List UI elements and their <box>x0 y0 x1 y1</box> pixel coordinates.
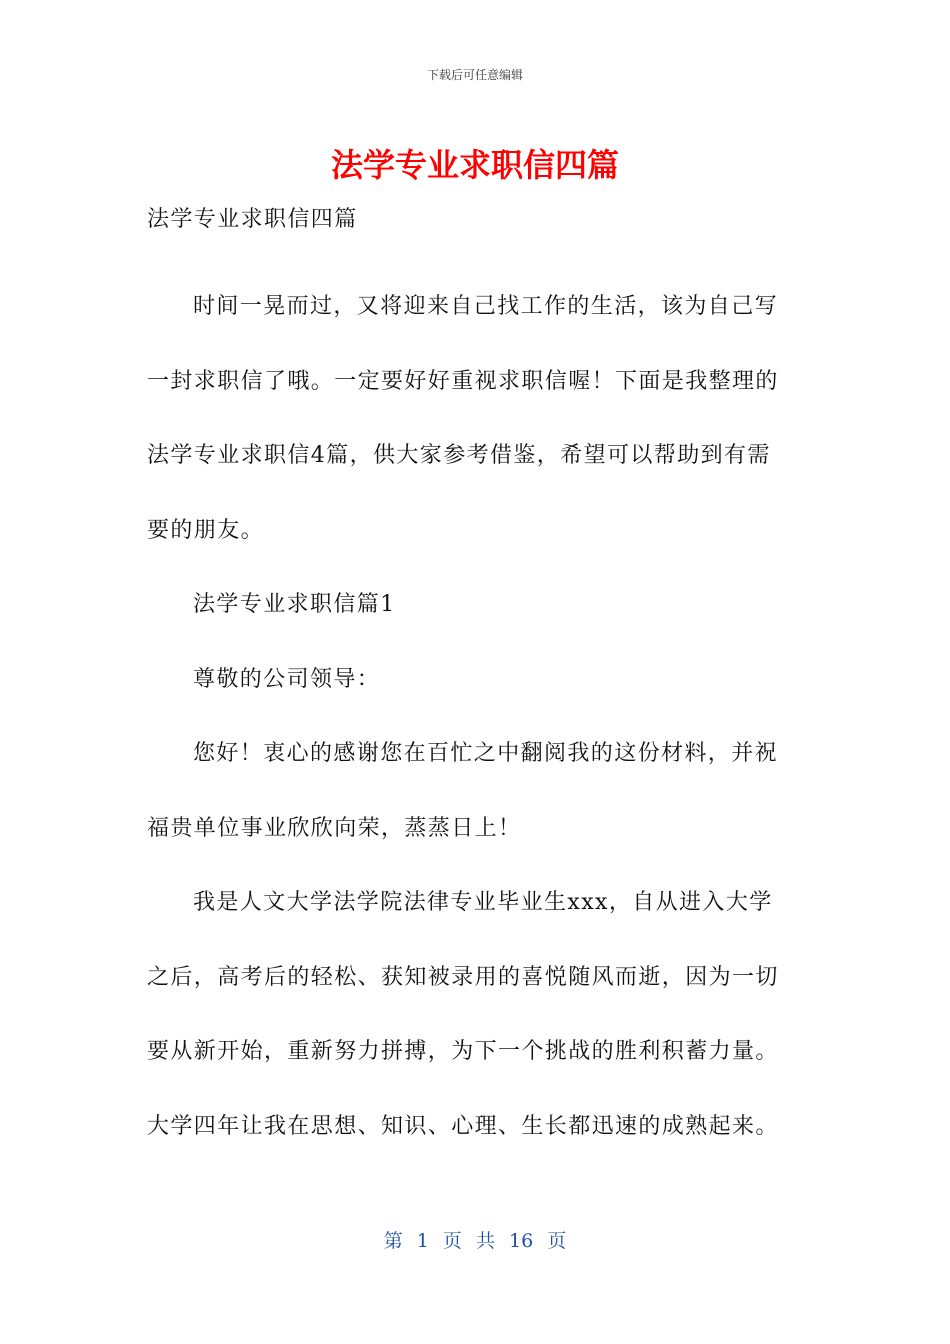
subtitle-paragraph: 法学专业求职信四篇 <box>147 207 358 232</box>
page-number: 第 1 页 共 16 页 <box>383 1230 567 1252</box>
document-title: 法学专业求职信四篇 <box>330 146 619 184</box>
document-body <box>147 196 793 1164</box>
header-note: 下载后可任意编辑 <box>426 68 523 82</box>
body-paragraph: 我是人文大学法学院法律专业毕业生xxx，自从进入大学之后，高考后的轻松、获知被录用的喜悦随风而逝，因为一切要从新开始，重新努力拼搏，为下一个挑战的胜利积蓄力量。大学四年让我在思想、知识、心理、生长都迅速的成熟起来。 <box>147 890 779 1139</box>
greeting-paragraph: 您好！衷心的感谢您在百忙之中翻阅我的这份材料，并祝福贵单位事业欣欣向荣，蒸蒸日上！ <box>147 741 779 841</box>
salutation-paragraph: 尊敬的公司领导： <box>193 666 381 692</box>
section-heading: 法学专业求职信篇1 <box>193 592 396 617</box>
intro-paragraph: 时间一晃而过，又将迎来自己找工作的生活，该为自己写一封求职信了哦。一定要好好重视求职信喔！下面是我整理的法学专业求职信4篇，供大家参考借鉴，希望可以帮助到有需要的朋友。 <box>147 294 779 543</box>
